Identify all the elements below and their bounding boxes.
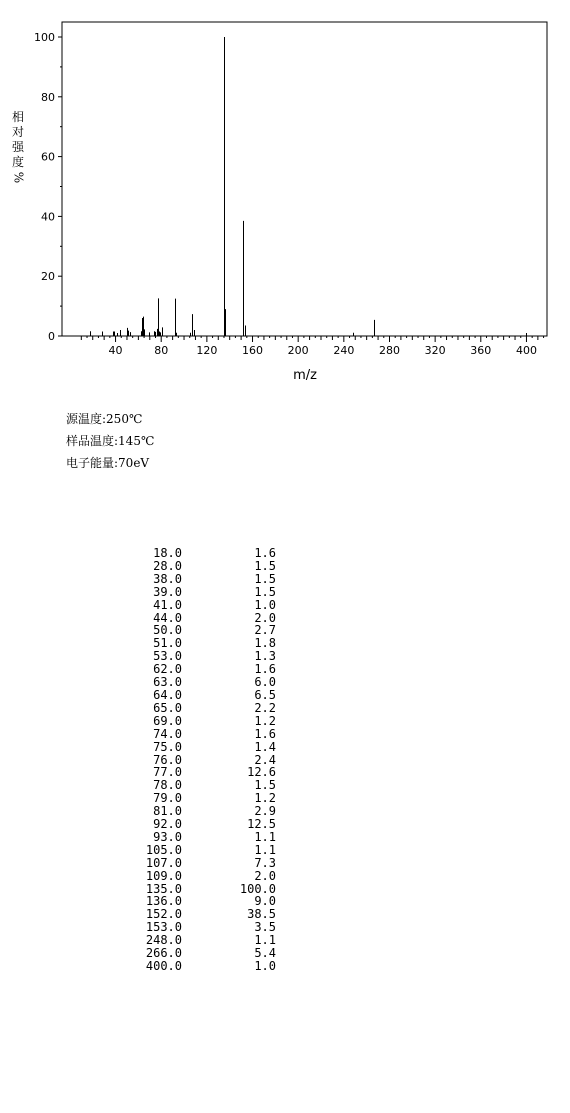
table-row <box>120 728 276 741</box>
table-row <box>120 702 276 715</box>
x-tick-label: 80 <box>154 344 169 357</box>
intensity-cell: 1.3 <box>254 649 276 664</box>
mz-cell: 38.0 <box>153 571 182 586</box>
x-tick-label: 240 <box>333 344 355 357</box>
intensity-cell: 100.0 <box>239 881 276 896</box>
x-tick-label: 360 <box>470 344 492 357</box>
intensity-cell: 2.0 <box>254 610 276 625</box>
mz-cell: 105.0 <box>145 842 182 857</box>
intensity-cell: 2.4 <box>254 752 276 767</box>
x-tick-label: 320 <box>424 344 446 357</box>
sample-temperature: 样品温度:145℃ <box>66 434 155 448</box>
intensity-cell: 1.2 <box>254 713 276 728</box>
y-axis-label-char: 强 <box>11 140 24 154</box>
mz-cell: 76.0 <box>153 752 182 767</box>
mass-spectrum-chart <box>0 0 570 390</box>
intensity-cell: 1.5 <box>254 571 276 586</box>
mz-cell: 44.0 <box>153 610 182 625</box>
intensity-cell: 1.6 <box>254 546 276 560</box>
mz-cell: 109.0 <box>145 868 182 883</box>
y-tick-label: 40 <box>41 210 55 224</box>
intensity-cell: 12.6 <box>247 765 276 780</box>
plot-frame <box>62 22 547 336</box>
table-row <box>120 663 276 676</box>
intensity-cell: 1.8 <box>254 636 276 651</box>
table-row <box>120 934 276 947</box>
intensity-cell: 1.5 <box>254 584 276 599</box>
table-row <box>120 921 276 934</box>
mz-cell: 153.0 <box>145 920 182 935</box>
intensity-cell: 1.1 <box>254 933 276 948</box>
peak-list-table <box>120 547 276 973</box>
mz-cell: 78.0 <box>153 778 182 793</box>
intensity-cell: 12.5 <box>247 817 276 832</box>
table-row <box>120 792 276 805</box>
y-axis-label-char: 相 <box>11 110 24 124</box>
table-row <box>120 715 276 728</box>
intensity-cell: 5.4 <box>254 946 276 961</box>
table-row <box>120 818 276 831</box>
mz-cell: 93.0 <box>153 829 182 844</box>
intensity-cell: 7.3 <box>254 855 276 870</box>
intensity-cell: 38.5 <box>247 907 276 922</box>
y-tick-label: 20 <box>41 270 55 284</box>
y-tick-label: 100 <box>34 31 55 44</box>
table-row <box>120 870 276 883</box>
mz-cell: 50.0 <box>153 623 182 638</box>
mz-cell: 18.0 <box>153 546 182 560</box>
mz-cell: 64.0 <box>153 687 182 702</box>
intensity-cell: 1.6 <box>254 662 276 677</box>
intensity-cell: 1.6 <box>254 726 276 741</box>
mz-cell: 51.0 <box>153 636 182 651</box>
y-axis-ticks <box>34 31 62 343</box>
intensity-cell: 1.5 <box>254 778 276 793</box>
table-row <box>120 857 276 870</box>
x-axis-label: m/z <box>293 368 317 383</box>
intensity-cell: 3.5 <box>254 920 276 935</box>
intensity-cell: 9.0 <box>254 894 276 909</box>
y-axis-label-char: 对 <box>11 125 24 139</box>
intensity-cell: 2.7 <box>254 623 276 638</box>
mz-cell: 41.0 <box>153 597 182 612</box>
table-row <box>120 844 276 857</box>
y-tick-label: 0 <box>48 330 55 343</box>
x-tick-label: 40 <box>108 344 123 357</box>
intensity-cell: 2.0 <box>254 868 276 883</box>
mz-cell: 92.0 <box>153 817 182 832</box>
mz-cell: 135.0 <box>145 881 182 896</box>
mz-cell: 28.0 <box>153 558 182 573</box>
mz-cell: 248.0 <box>145 933 182 948</box>
table-row <box>120 883 276 896</box>
y-axis-label <box>10 110 26 185</box>
table-row <box>120 573 276 586</box>
table-row <box>120 831 276 844</box>
intensity-cell: 1.4 <box>254 739 276 754</box>
mz-cell: 62.0 <box>153 662 182 677</box>
intensity-cell: 6.5 <box>254 687 276 702</box>
intensity-cell: 1.1 <box>254 829 276 844</box>
x-tick-label: 160 <box>242 344 264 357</box>
peak-bars <box>91 37 527 336</box>
table-row <box>120 741 276 754</box>
y-axis-label-char: 度 <box>11 155 24 169</box>
electron-energy: 电子能量:70eV <box>66 456 150 470</box>
mz-cell: 53.0 <box>153 649 182 664</box>
table-row <box>120 947 276 960</box>
table-row <box>120 612 276 625</box>
mz-cell: 136.0 <box>145 894 182 909</box>
table-row <box>120 586 276 599</box>
mz-cell: 107.0 <box>145 855 182 870</box>
intensity-cell: 1.0 <box>254 597 276 612</box>
table-row <box>120 650 276 663</box>
y-axis-label-char: % <box>11 171 26 184</box>
mz-cell: 81.0 <box>153 804 182 819</box>
table-row <box>120 779 276 792</box>
mz-cell: 63.0 <box>153 675 182 690</box>
table-row <box>120 624 276 637</box>
y-tick-label: 60 <box>41 150 55 164</box>
x-tick-label: 400 <box>515 344 537 357</box>
table-row <box>120 766 276 779</box>
intensity-cell: 6.0 <box>254 675 276 690</box>
table-row <box>120 960 276 973</box>
intensity-cell: 1.1 <box>254 842 276 857</box>
x-tick-label: 120 <box>196 344 218 357</box>
x-tick-label: 200 <box>287 344 309 357</box>
source-temperature: 源温度:250℃ <box>66 412 143 426</box>
intensity-cell: 1.2 <box>254 791 276 806</box>
mz-cell: 266.0 <box>145 946 182 961</box>
table-row <box>120 908 276 921</box>
x-axis-ticks <box>109 344 537 357</box>
mz-cell: 75.0 <box>153 739 182 754</box>
mz-cell: 77.0 <box>153 765 182 780</box>
mz-cell: 69.0 <box>153 713 182 728</box>
mz-cell: 400.0 <box>145 959 182 973</box>
mz-cell: 79.0 <box>153 791 182 806</box>
intensity-cell: 2.2 <box>254 700 276 715</box>
x-tick-label: 280 <box>378 344 400 357</box>
mz-cell: 65.0 <box>153 700 182 715</box>
intensity-cell: 2.9 <box>254 804 276 819</box>
y-tick-label: 80 <box>41 90 55 104</box>
table-row <box>120 689 276 702</box>
mz-cell: 39.0 <box>153 584 182 599</box>
mz-cell: 152.0 <box>145 907 182 922</box>
table-row <box>120 547 276 560</box>
mz-cell: 74.0 <box>153 726 182 741</box>
table-row <box>120 676 276 689</box>
instrument-conditions <box>66 408 154 474</box>
table-row <box>120 560 276 573</box>
intensity-cell: 1.5 <box>254 558 276 573</box>
intensity-cell: 1.0 <box>254 959 276 973</box>
table-row <box>120 637 276 650</box>
table-row <box>120 599 276 612</box>
minor-ticks <box>81 336 543 342</box>
